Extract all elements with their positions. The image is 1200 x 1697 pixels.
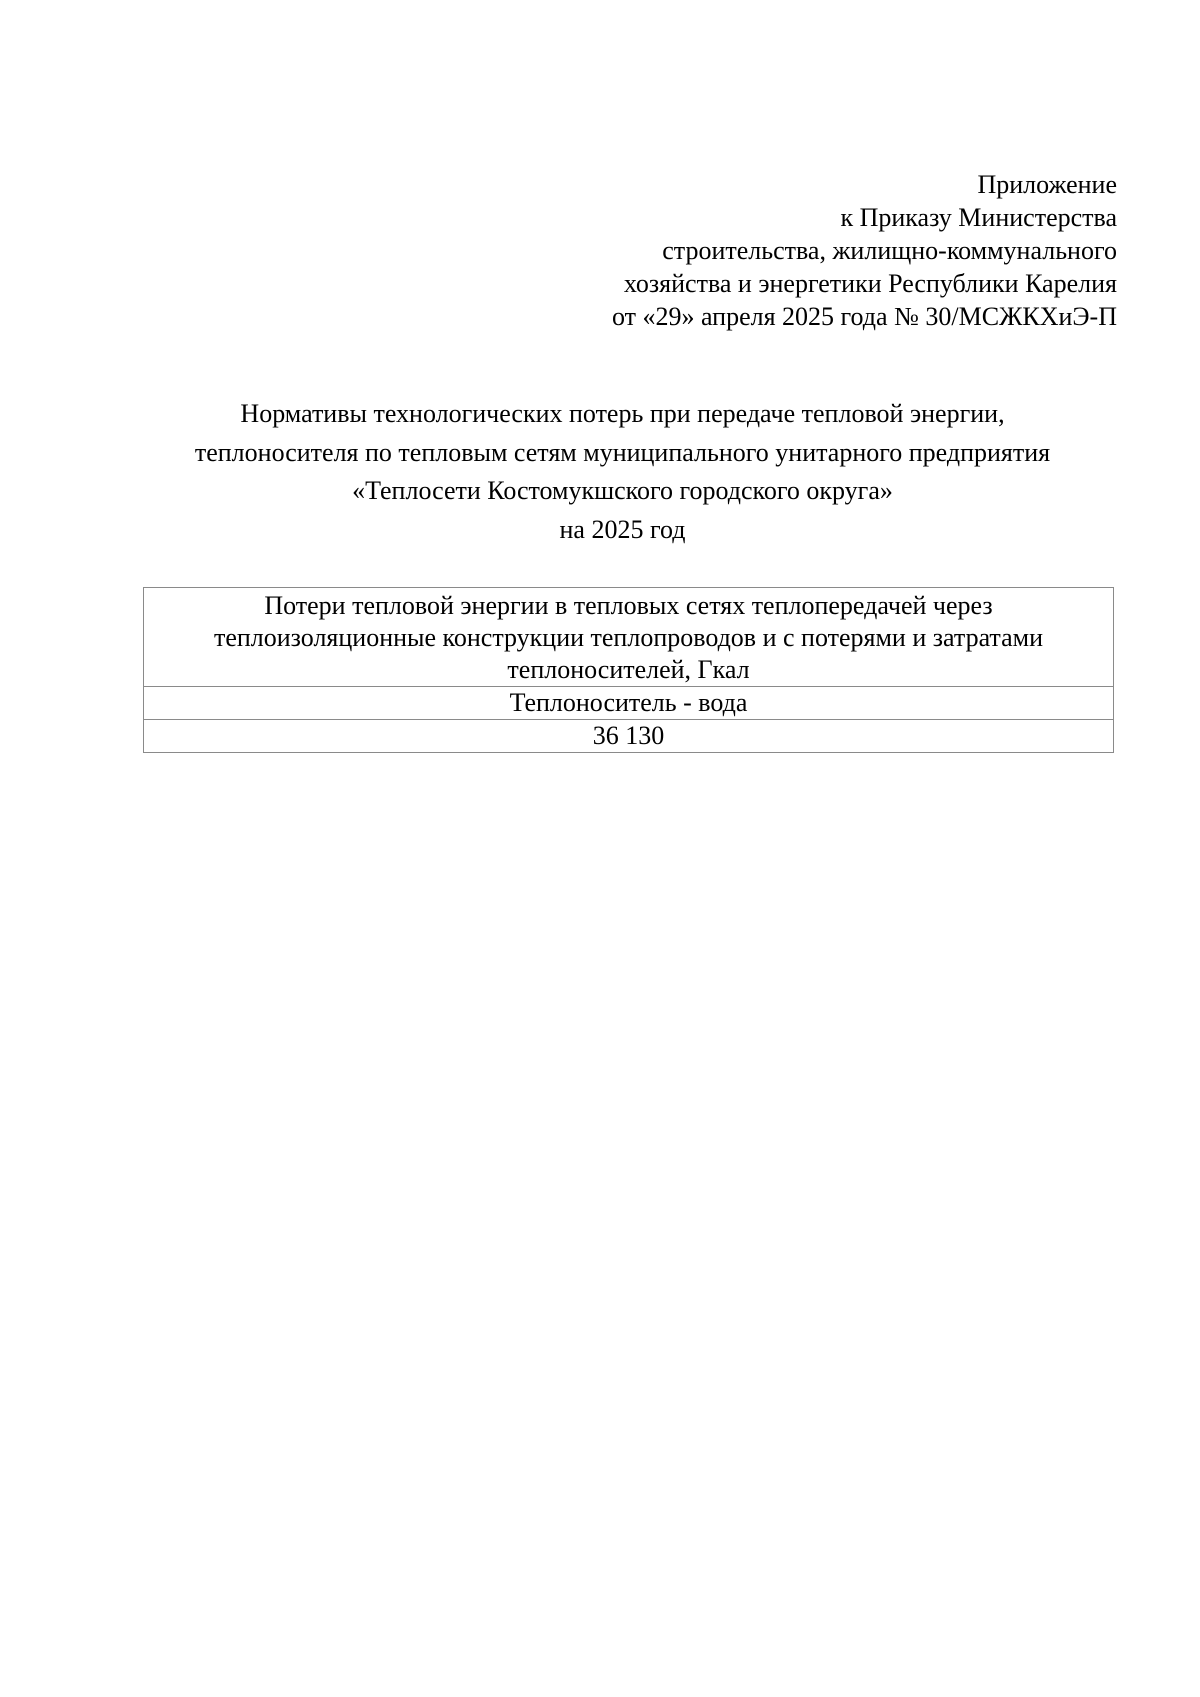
header-line: Потери тепловой энергии в тепловых сетях теплопередачей через xyxy=(264,591,993,620)
table-row xyxy=(144,720,1114,753)
appendix-line: к Приказу Министерства xyxy=(840,203,1117,232)
losses-table xyxy=(143,587,1114,753)
header-line: теплоизоляционные конструкции теплопроводов и с потерями и затратами xyxy=(213,623,1044,652)
coolant-cell: Теплоноситель - вода xyxy=(144,687,1114,720)
table-row xyxy=(144,687,1114,720)
title-line: Нормативы технологических потерь при передаче тепловой энергии, xyxy=(240,399,1005,428)
title-line: теплоносителя по тепловым сетям муниципального унитарного предприятия xyxy=(194,437,1051,467)
document-title xyxy=(0,395,1200,549)
table-row xyxy=(144,588,1114,687)
appendix-line: Приложение xyxy=(977,170,1117,199)
table-header-cell xyxy=(144,588,1114,687)
appendix-line: хозяйства и энергетики Республики Карелия xyxy=(623,269,1117,298)
appendix-line: от «29» апреля 2025 года № 30/МСЖКХиЭ-П xyxy=(611,302,1117,331)
value-cell: 36 130 xyxy=(144,720,1114,753)
header-line: теплоносителей, Гкал xyxy=(507,655,750,684)
title-line: «Теплосети Костомукшского городского округа» xyxy=(352,476,893,505)
appendix-block xyxy=(417,168,1117,333)
title-line: на 2025 год xyxy=(559,514,686,544)
appendix-line: строительства, жилищно-коммунального xyxy=(662,236,1117,265)
